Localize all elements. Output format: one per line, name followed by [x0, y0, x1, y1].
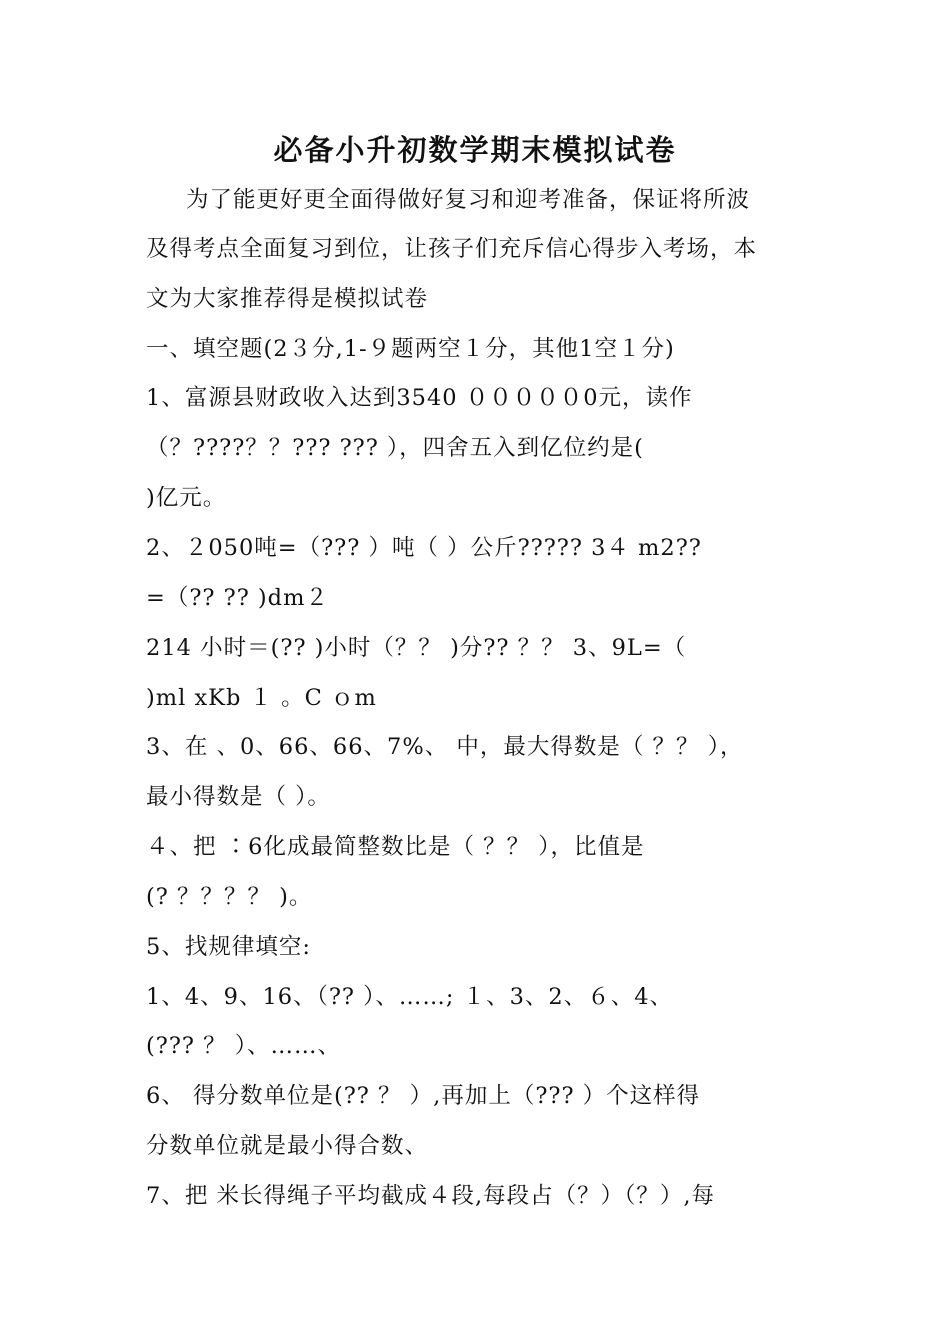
section-heading: 一、填空题(2３分,1-９题两空１分，其他1空１分)	[146, 336, 675, 362]
question-line: 3、在 、0、66、66、7%、 中，最大得数是（ ？？ ），	[146, 734, 744, 760]
question-line: ４、把 ∶6化成最简整数比是（ ？？ ），比值是	[146, 834, 645, 860]
text-line: 为了能更好更全面得做好复习和迎考准备，保证将所波	[186, 187, 751, 213]
question-line: )ml xKb １ 。C ｏm	[146, 685, 377, 711]
question-line: 7、把 米长得绳子平均截成４段,每段占（？）（？）,每	[146, 1183, 716, 1209]
question-line: 1、4、9、16、（?? ）、……; １、3、2、６、4、	[146, 984, 674, 1010]
question-line: 最小得数是（ ）。	[146, 784, 331, 810]
question-line: 5、找规律填空:	[146, 934, 311, 960]
question-line: )亿元。	[146, 485, 227, 511]
question-line: 2、２050吨=（??? ）吨（ ）公斤????? 3４ m2??	[146, 535, 702, 561]
question-line: 214 小时＝(?? )小时（？？ )分?? ？？ 3、9L=（	[146, 635, 687, 661]
question-line: 1、富源县财政收入达到3540 ０００００0元，读作	[146, 385, 693, 411]
question-line: （？????？？??? ??? ），四舍五入到亿位约是(	[146, 435, 644, 461]
question-line: 6、 得分数单位是(?? ？ ）,再加上（??? ）个这样得	[146, 1083, 701, 1109]
document-title: 必备小升初数学期末模拟试卷	[273, 133, 677, 167]
question-line: 分数单位就是最小得合数、	[146, 1133, 429, 1159]
text-line: 文为大家推荐得是模拟试卷	[146, 286, 429, 312]
question-line: =（?? ?? )dm２	[146, 585, 329, 611]
text-line: 及得考点全面复习到位，让孩子们充斥信心得步入考场，本	[146, 236, 758, 262]
question-line: (? ？？？？ )。	[146, 884, 313, 910]
question-line: (??? ？ ）、……、	[146, 1033, 342, 1059]
